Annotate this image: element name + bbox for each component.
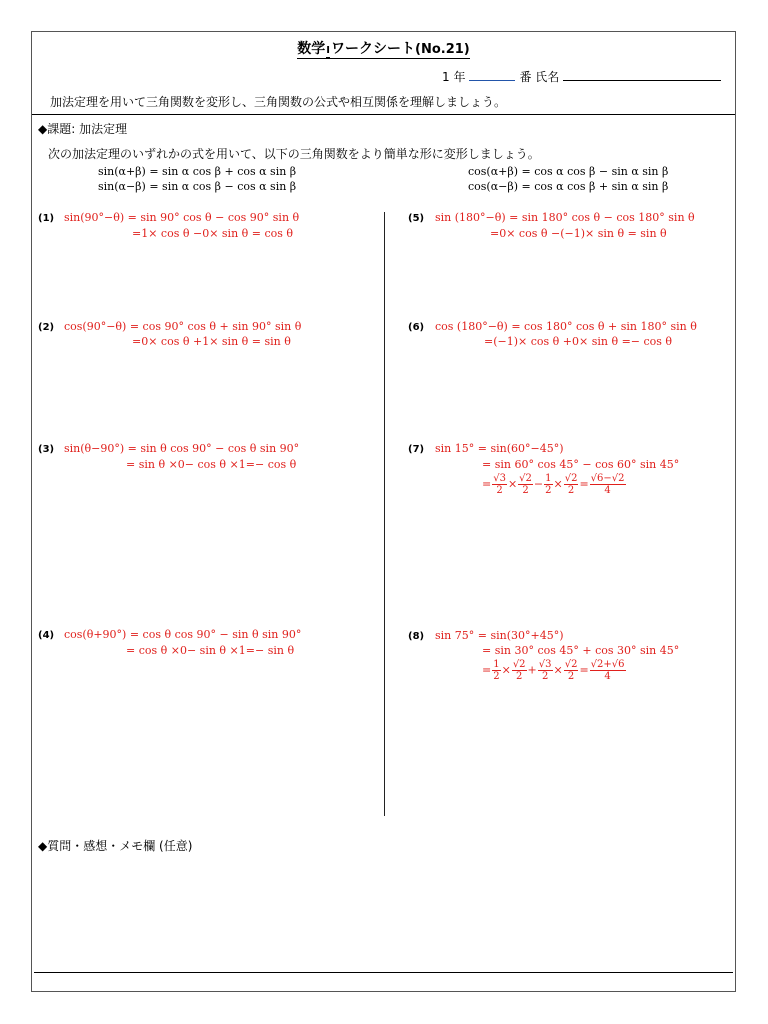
problem-7-number: (7) bbox=[408, 444, 425, 455]
problem-4-number: (4) bbox=[38, 630, 55, 641]
worksheet-page bbox=[31, 31, 736, 992]
problem-8-number: (8) bbox=[408, 631, 425, 642]
column-divider bbox=[384, 212, 385, 816]
class-number-blank[interactable] bbox=[469, 69, 515, 81]
problem-4-line1: cos(θ+90°) = cos θ cos 90° − sin θ sin 90° bbox=[64, 628, 302, 641]
problem-8-line1: sin 75° = sin(30°+45°) bbox=[435, 629, 564, 642]
problem-2-line2: =0× cos θ +1× sin θ = sin θ bbox=[132, 335, 291, 348]
problem-8-fraction-line: = $\frac{1}{2}$ × $\frac{√2}{2}$ + $\frac{√3}{2}$ × $\frac{√2}{2}$ = $\frac{√2+√6}{4}$ bbox=[482, 659, 625, 682]
problem-1-line1: sin(90°−θ) = sin 90° cos θ − cos 90° sin θ bbox=[64, 211, 300, 224]
formula-cos-plus: cos(α+β) = cos α cos β − sin α sin β bbox=[468, 165, 669, 178]
formula-sin-minus: sin(α−β) = sin α cos β − cos α sin β bbox=[98, 180, 297, 193]
problem-3-line2: = sin θ ×0− cos θ ×1=− cos θ bbox=[126, 458, 297, 471]
problem-7-line1: sin 15° = sin(60°−45°) bbox=[435, 442, 564, 455]
worksheet-title: 数学Iワークシート(No.21) bbox=[297, 41, 470, 57]
formula-sin-plus: sin(α+β) = sin α cos β + cos α sin β bbox=[98, 165, 297, 178]
number-name-label: 番 氏名 bbox=[519, 70, 560, 84]
header-divider bbox=[32, 114, 735, 115]
problem-5-line2: =0× cos θ −(−1)× sin θ = sin θ bbox=[490, 227, 667, 240]
problem-6-line1: cos (180°−θ) = cos 180° cos θ + sin 180° sin θ bbox=[435, 320, 697, 333]
problem-1-line2: =1× cos θ −0× sin θ = cos θ bbox=[132, 227, 294, 240]
formula-cos-minus: cos(α−β) = cos α cos β + sin α sin β bbox=[468, 180, 669, 193]
problem-7-line2: = sin 60° cos 45° − cos 60° sin 45° bbox=[482, 458, 680, 471]
student-info-line bbox=[442, 68, 721, 85]
problem-6-line2: =(−1)× cos θ +0× sin θ =− cos θ bbox=[484, 335, 673, 348]
task-heading: ◆課題: 加法定理 bbox=[38, 122, 128, 136]
memo-bottom-line bbox=[34, 972, 733, 973]
problem-5-line1: sin (180°−θ) = sin 180° cos θ − cos 180° sin θ bbox=[435, 211, 695, 224]
intro-text: 加法定理を用いて三角関数を変形し、三角関数の公式や相互関係を理解しましょう。 bbox=[50, 95, 507, 109]
problem-4-line2: = cos θ ×0− sin θ ×1=− sin θ bbox=[126, 644, 295, 657]
problem-6-number: (6) bbox=[408, 322, 425, 333]
instruction-text: 次の加法定理のいずれかの式を用いて、以下の三角関数をより簡単な形に変形しましょう。 bbox=[48, 147, 540, 161]
problem-2-line1: cos(90°−θ) = cos 90° cos θ + sin 90° sin θ bbox=[64, 320, 302, 333]
problem-8-line2: = sin 30° cos 45° + cos 30° sin 45° bbox=[482, 644, 680, 657]
grade-label: 1 年 bbox=[442, 70, 466, 84]
problem-7-fraction-line: = $\frac{√3}{2}$ × $\frac{√2}{2}$ − $\frac{1}{2}$ × $\frac{√2}{2}$ = $\frac{√6-√2}{4}$ bbox=[482, 473, 625, 496]
problem-1-number: (1) bbox=[38, 213, 55, 224]
problem-3-line1: sin(θ−90°) = sin θ cos 90° − cos θ sin 90° bbox=[64, 442, 300, 455]
name-blank[interactable] bbox=[563, 69, 721, 81]
problem-3-number: (3) bbox=[38, 444, 55, 455]
problem-2-number: (2) bbox=[38, 322, 55, 333]
problem-5-number: (5) bbox=[408, 213, 425, 224]
memo-heading: ◆質問・感想・メモ欄 (任意) bbox=[38, 839, 193, 853]
